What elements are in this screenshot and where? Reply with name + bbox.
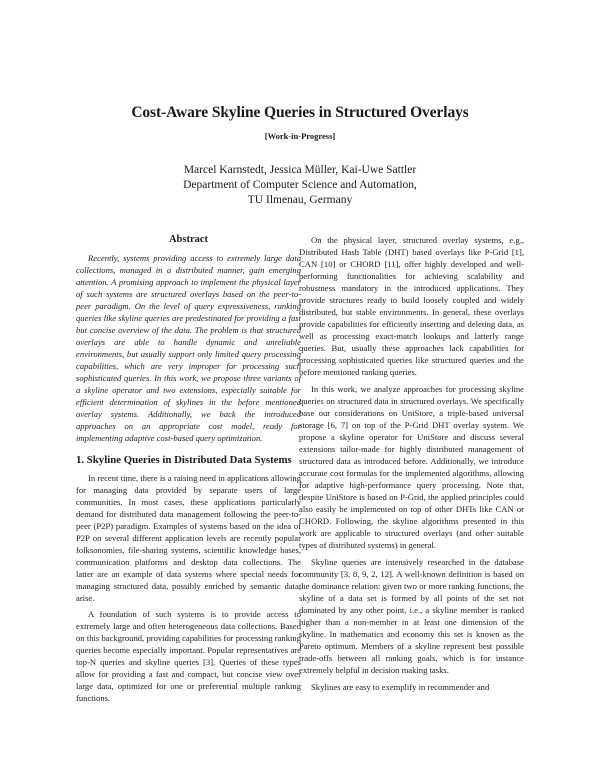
- right-column: [299, 234, 524, 698]
- author-names: Marcel Karnstedt, Jessica Müller, Kai-Uwe Sattler: [183, 164, 417, 176]
- author-affiliation: Department of Computer Science and Automation,: [183, 179, 417, 191]
- right-paragraph-1: On the physical layer, structured overlay systems, e.g., Distributed Hash Table (DHT) based overlays like P-Grid [1], CAN [10] or CHORD [11], offer highly developed and well-performing functionalities for achieving scalability and robustness mandatory in the introduced applications. They provide structures ready to build loosely coupled and widely distributed, but stable environments. In general, these overlays provide capabilities for efficiently inserting and deleting data, as well as processing exact-match lookups and latterly range queries. But, usually these approaches lack capabilities for processing sophisticated queries like structured queries and the before mentioned ranking queries.: [299, 235, 524, 377]
- right-paragraph-4: Skylines are easy to exemplify in recommender and: [311, 682, 490, 692]
- abstract-text: Recently, systems providing access to extremely large data collections, managed in a distributed manner, gain emerging attention. A promising approach to implement the physical layer of such systems are structured overlays based on the peer-to-peer paradigm. On the level of query expressiveness, ranking queries like skyline queries are predestinated for providing a fast but concise overview of the data. The problem is that structured overlays are able to handle dynamic and unreliable environments, but usually support only limited query processing capabilities, which are very improper for processing such sophisticated queries. In this work, we propose three variants of a skyline operator and two extensions, especially suitable for efficient determination of skylines in the before mentioned overlay systems. Additionally, we back the introduced approaches on an appropriate cost model, ready for implementing adaptive cost-based query optimization.: [76, 253, 301, 443]
- section-1-heading: 1. Skyline Queries in Distributed Data Systems: [76, 454, 292, 466]
- section-1-paragraph-1: In recent time, there is a raising need in applications allowing for managing data provided by separate users of large communities. In most cases, these applications particularly demand for distributed data management following the peer-to-peer (P2P) paradigm. Examples of systems based on the idea of P2P on several different application levels are recently popular folksonomies, file-sharing systems, scientific knowledge bases, communication platforms and desktop data collections. The latter are an example of data systems where special needs for managing structured data, possibly enriched by semantic data, arise.: [76, 473, 301, 603]
- left-column: [76, 234, 301, 708]
- author-location: TU Ilmenau, Germany: [247, 194, 353, 206]
- paper-subtitle: [Work-in-Progress]: [264, 131, 336, 141]
- paper-title: Cost-Aware Skyline Queries in Structured Overlays: [131, 104, 469, 121]
- abstract: [76, 234, 301, 444]
- abstract-heading: Abstract: [168, 234, 209, 245]
- section-1-paragraph-2: A foundation of such systems is to provide access to extremely large and often heterogeneous data collections. Based on this background, providing capabilities for processing ranking queries become especially important. Popular representatives are top-N queries and skyline queries [3]. Queries of these types allow for providing a fast and compact, but concise view over large data, optimized for one or preferential multiple ranking functions.: [76, 609, 301, 703]
- author-block: [0, 163, 600, 208]
- right-paragraph-2: In this work, we analyze approaches for processing skyline queries on structured data in structured overlays. We specifically base our considerations on UniStore, a triple-based universal storage [6, 7] on top of the P-Grid DHT overlay system. We propose a skyline operator for UniStore and discuss several extensions tailor-made for highly distributed management of structured data as introduced before. Additionally, we introduce accurate cost formulas for the implemented algorithms, allowing for adaptive high-performance query processing. Note that, despite UniStore is based on P-Grid, the applied principles could also easily be implemented on top of other DHTs like CAN or CHORD. Following, the skyline algorithms presented in this work are applicable to structured overlays (and other suitable types of distributed systems) in general.: [299, 384, 524, 550]
- right-paragraph-3: Skyline queries are intensively researched in the database community [3, 8, 9, 2, 12]. A well-known definition is based on the dominance relation: given two or more ranking functions, the skyline of a data set is formed by all points of the set not dominated by any other point, i.e., a skyline member is ranked higher than a non-member in at least one dimension of the skyline. In mathematics and economy this set is known as the Pareto optimum. Members of a skyline represent best possible trade-offs between all ranking goals, which is for instance extremely helpful in decision making tasks.: [299, 557, 524, 675]
